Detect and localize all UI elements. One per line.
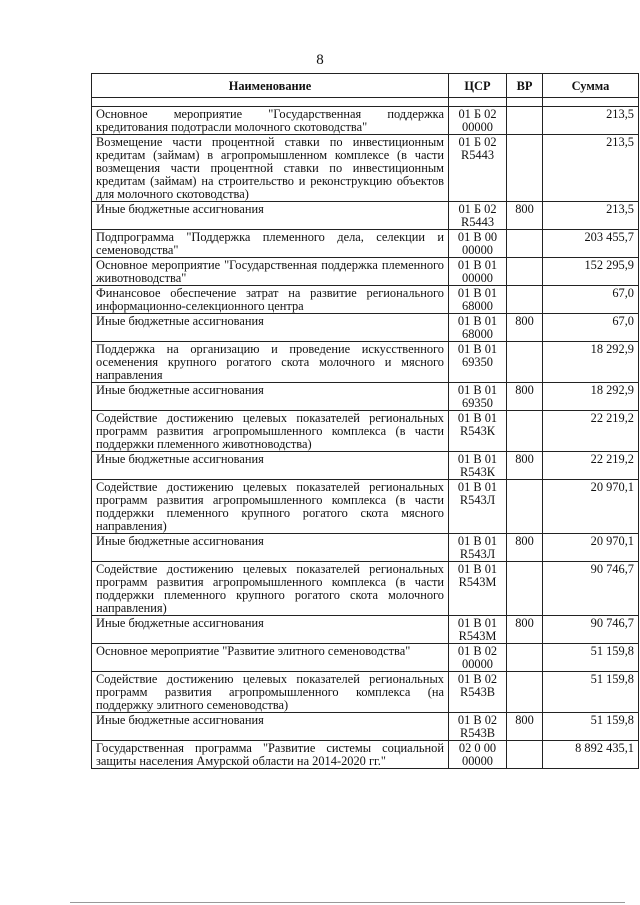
row-csr: 01 В 01 69350 [449, 342, 507, 383]
row-sum: 51 159,8 [543, 672, 639, 713]
table-row [92, 616, 639, 644]
row-vr: 800 [507, 713, 543, 741]
table-row [92, 314, 639, 342]
row-vr [507, 135, 543, 202]
row-sum: 18 292,9 [543, 383, 639, 411]
row-sum: 67,0 [543, 314, 639, 342]
row-csr: 01 Б 02 00000 [449, 107, 507, 135]
row-name: Иные бюджетные ассигнования [92, 616, 449, 644]
row-vr: 800 [507, 314, 543, 342]
row-sum: 51 159,8 [543, 713, 639, 741]
row-sum: 22 219,2 [543, 452, 639, 480]
row-csr: 01 В 02 R543В [449, 713, 507, 741]
row-csr: 01 В 01 68000 [449, 286, 507, 314]
header-sum: Сумма [543, 74, 639, 98]
row-name: Основное мероприятие "Государственная поддержка племенного животноводства" [92, 258, 449, 286]
row-name: Возмещение части процентной ставки по инвестиционным кредитам (займам) в агропромышленном комплексе (в части возмещения части процентной ставки по инвестиционным кредитам (займам) на строительство и реконструкцию объектов для молочного скотоводства) [92, 135, 449, 202]
row-sum: 51 159,8 [543, 644, 639, 672]
row-vr: 800 [507, 616, 543, 644]
table-row [92, 230, 639, 258]
row-sum: 213,5 [543, 107, 639, 135]
budget-table [91, 73, 639, 769]
table-row [92, 202, 639, 230]
row-vr: 800 [507, 534, 543, 562]
header-name: Наименование [92, 74, 449, 98]
row-sum: 203 455,7 [543, 230, 639, 258]
row-name: Поддержка на организацию и проведение искусственного осеменения крупного рогатого скота молочного и мясного направления [92, 342, 449, 383]
row-sum: 213,5 [543, 135, 639, 202]
table-row [92, 107, 639, 135]
row-name: Государственная программа "Развитие системы социальной защиты населения Амурской области на 2014-2020 гг." [92, 741, 449, 769]
row-csr: 01 В 02 00000 [449, 644, 507, 672]
table-row [92, 342, 639, 383]
row-csr: 01 В 01 R543М [449, 562, 507, 616]
header-row [92, 74, 639, 98]
row-vr [507, 644, 543, 672]
row-vr: 800 [507, 383, 543, 411]
table-row [92, 135, 639, 202]
row-name: Иные бюджетные ассигнования [92, 202, 449, 230]
row-vr [507, 258, 543, 286]
row-sum: 90 746,7 [543, 616, 639, 644]
row-csr: 01 В 01 R543Л [449, 534, 507, 562]
table-row [92, 741, 639, 769]
row-sum: 20 970,1 [543, 480, 639, 534]
table-row [92, 713, 639, 741]
table-row [92, 411, 639, 452]
row-csr: 01 В 01 68000 [449, 314, 507, 342]
row-csr: 01 В 01 R543К [449, 411, 507, 452]
table-row [92, 534, 639, 562]
header-csr: ЦСР [449, 74, 507, 98]
table-row [92, 480, 639, 534]
row-csr: 01 В 01 00000 [449, 258, 507, 286]
row-name: Содействие достижению целевых показателей региональных программ развития агропромышленного комплекса (в части поддержки племенного крупного рогатого скота молочного направления) [92, 562, 449, 616]
header-vr: ВР [507, 74, 543, 98]
row-sum: 22 219,2 [543, 411, 639, 452]
row-sum: 18 292,9 [543, 342, 639, 383]
row-csr: 01 В 01 R543К [449, 452, 507, 480]
row-name: Иные бюджетные ассигнования [92, 534, 449, 562]
row-sum: 213,5 [543, 202, 639, 230]
row-vr [507, 480, 543, 534]
row-csr: 01 В 00 00000 [449, 230, 507, 258]
row-vr [507, 286, 543, 314]
row-csr: 01 В 01 R543Л [449, 480, 507, 534]
row-vr [507, 562, 543, 616]
row-vr [507, 342, 543, 383]
table-row [92, 286, 639, 314]
row-csr: 01 Б 02 R5443 [449, 202, 507, 230]
row-vr: 800 [507, 452, 543, 480]
page-bottom-edge [70, 902, 625, 903]
page-number: 8 [316, 52, 324, 68]
table-row [92, 644, 639, 672]
row-vr: 800 [507, 202, 543, 230]
row-vr [507, 741, 543, 769]
row-name: Основное мероприятие "Государственная поддержка кредитования подотрасли молочного скотоводства" [92, 107, 449, 135]
row-name: Содействие достижению целевых показателей региональных программ развития агропромышленного комплекса (в части поддержки племенного крупного рогатого скота мясного направления) [92, 480, 449, 534]
table-row [92, 258, 639, 286]
row-name: Содействие достижению целевых показателей региональных программ развития агропромышленного комплекса (на поддержку элитного семеноводства) [92, 672, 449, 713]
row-sum: 20 970,1 [543, 534, 639, 562]
table-row [92, 672, 639, 713]
row-name: Основное мероприятие "Развитие элитного семеноводства" [92, 644, 449, 672]
row-csr: 01 В 01 69350 [449, 383, 507, 411]
row-sum: 152 295,9 [543, 258, 639, 286]
row-csr: 01 Б 02 R5443 [449, 135, 507, 202]
row-sum: 90 746,7 [543, 562, 639, 616]
row-name: Финансовое обеспечение затрат на развитие регионального информационно-селекционного центра [92, 286, 449, 314]
row-name: Иные бюджетные ассигнования [92, 383, 449, 411]
row-name: Иные бюджетные ассигнования [92, 314, 449, 342]
row-vr [507, 672, 543, 713]
row-sum: 67,0 [543, 286, 639, 314]
spacer-row [92, 98, 639, 107]
row-csr: 01 В 01 R543М [449, 616, 507, 644]
row-vr [507, 107, 543, 135]
row-csr: 01 В 02 R543В [449, 672, 507, 713]
table-row [92, 383, 639, 411]
row-csr: 02 0 00 00000 [449, 741, 507, 769]
table-row [92, 452, 639, 480]
row-sum: 8 892 435,1 [543, 741, 639, 769]
row-vr [507, 411, 543, 452]
row-name: Подпрограмма "Поддержка племенного дела, селекции и семеноводства" [92, 230, 449, 258]
row-name: Содействие достижению целевых показателей региональных программ развития агропромышленного комплекса (в части поддержки племенного животноводства) [92, 411, 449, 452]
row-vr [507, 230, 543, 258]
row-name: Иные бюджетные ассигнования [92, 452, 449, 480]
table-row [92, 562, 639, 616]
row-name: Иные бюджетные ассигнования [92, 713, 449, 741]
